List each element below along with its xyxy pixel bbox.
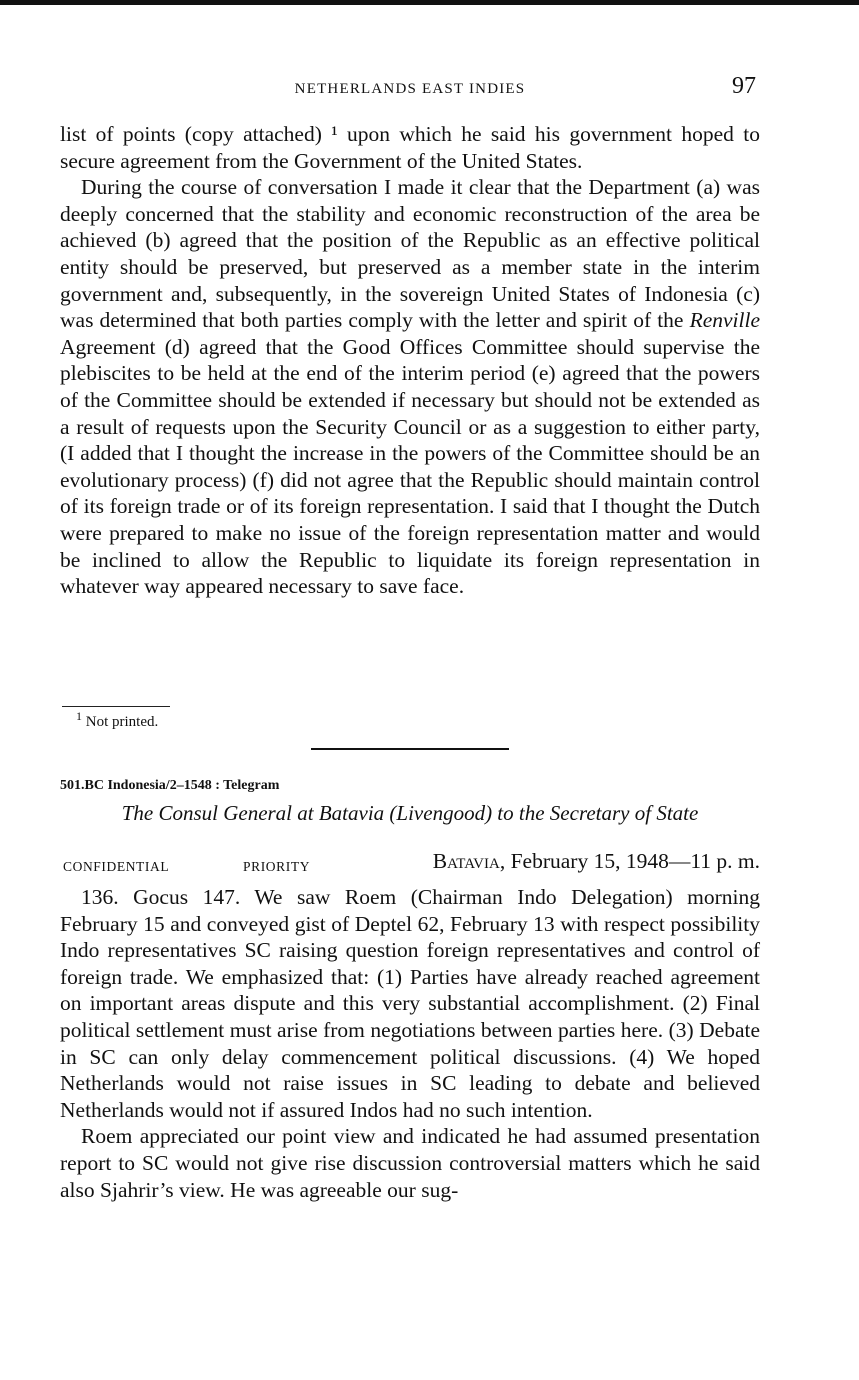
footnote-marker: 1 — [76, 709, 82, 723]
classification-label: CONFIDENTIAL — [63, 859, 170, 874]
place: Batavia, — [432, 849, 506, 873]
running-title: NETHERLANDS EAST INDIES — [294, 81, 526, 97]
section-divider — [311, 748, 509, 750]
date: February 15, 1948—11 p. m. — [510, 849, 760, 873]
precedence-label: PRIORITY — [243, 859, 311, 874]
paragraph: 136. Gocus 147. We saw Roem (Chairman Indo Delegation) morning February 15 and conveyed gist of Deptel 62, February 13 with respect possibility Indo representatives SC raising question foreign representatives and control of foreign trade. We emphasized that: (1) Parties have already reached agreement on important areas dispute and this very substantial accomplishment. (2) Final political settlement must arise from negotiations between parties here. (3) Debate in SC can only delay commencement political discussions. (4) We hoped Netherlands would not raise issues in SC leading to debate and believed Netherlands would not if assured Indos had no such intention. — [60, 885, 760, 1122]
italic-term: Renville — [689, 308, 760, 333]
paragraph — [60, 174, 760, 600]
paragraph: Roem appreciated our point view and indicated he had assumed presentation report to SC would not give rise discussion controversial matters which he said also Sjahrir’s view. He was agreeable our sug- — [60, 1124, 760, 1202]
page-number: 97 — [732, 73, 756, 99]
paragraph: list of points (copy attached) ¹ upon which he said his government hoped to secure agreement from the Government of the United States. — [60, 122, 760, 173]
file-number: 501.BC Indonesia/2–1548 : Telegram — [60, 778, 280, 793]
footnote-text: Not printed. — [85, 714, 159, 730]
paragraph-text: Agreement (d) agreed that the Good Offices Committee should supervise the plebiscites to be held at the end of the interim period (e) agreed that the powers of the Committee should be extended if necessary but should not be extended as a result of requests upon the Security Council or as a suggestion to either party, (I added that I thought the increase in the powers of the Committee should be an evolutionary process) (f) did not agree that the Republic should maintain control of its foreign trade or of its foreign representation. I said that I thought the Dutch were prepared to make no issue of the foreign representation matter and would be inclined to allow the Republic to liquidate its foreign representation in whatever way appeared necessary to save face. — [60, 334, 760, 599]
caption-row — [60, 849, 760, 877]
paragraph-text: During the course of conversation I made it clear that the Department (a) was deeply concerned that the stability and economic reconstruction of the area be achieved (b) agreed that the position of the Republic as an effective political entity should be preserved, but preserved as a member state in the interim government and, subsequently, in the sovereign United States of Indonesia (c) was determined that both parties comply with the letter and spirit of the — [60, 175, 760, 333]
footnote-rule — [62, 706, 170, 707]
footnote — [76, 709, 159, 731]
telegram-body — [60, 884, 760, 1203]
dateline — [433, 849, 760, 874]
continued-text — [60, 121, 760, 600]
running-head — [60, 73, 760, 106]
document-title: The Consul General at Batavia (Livengood) to the Secretary of State — [121, 801, 699, 825]
top-border — [0, 0, 859, 5]
